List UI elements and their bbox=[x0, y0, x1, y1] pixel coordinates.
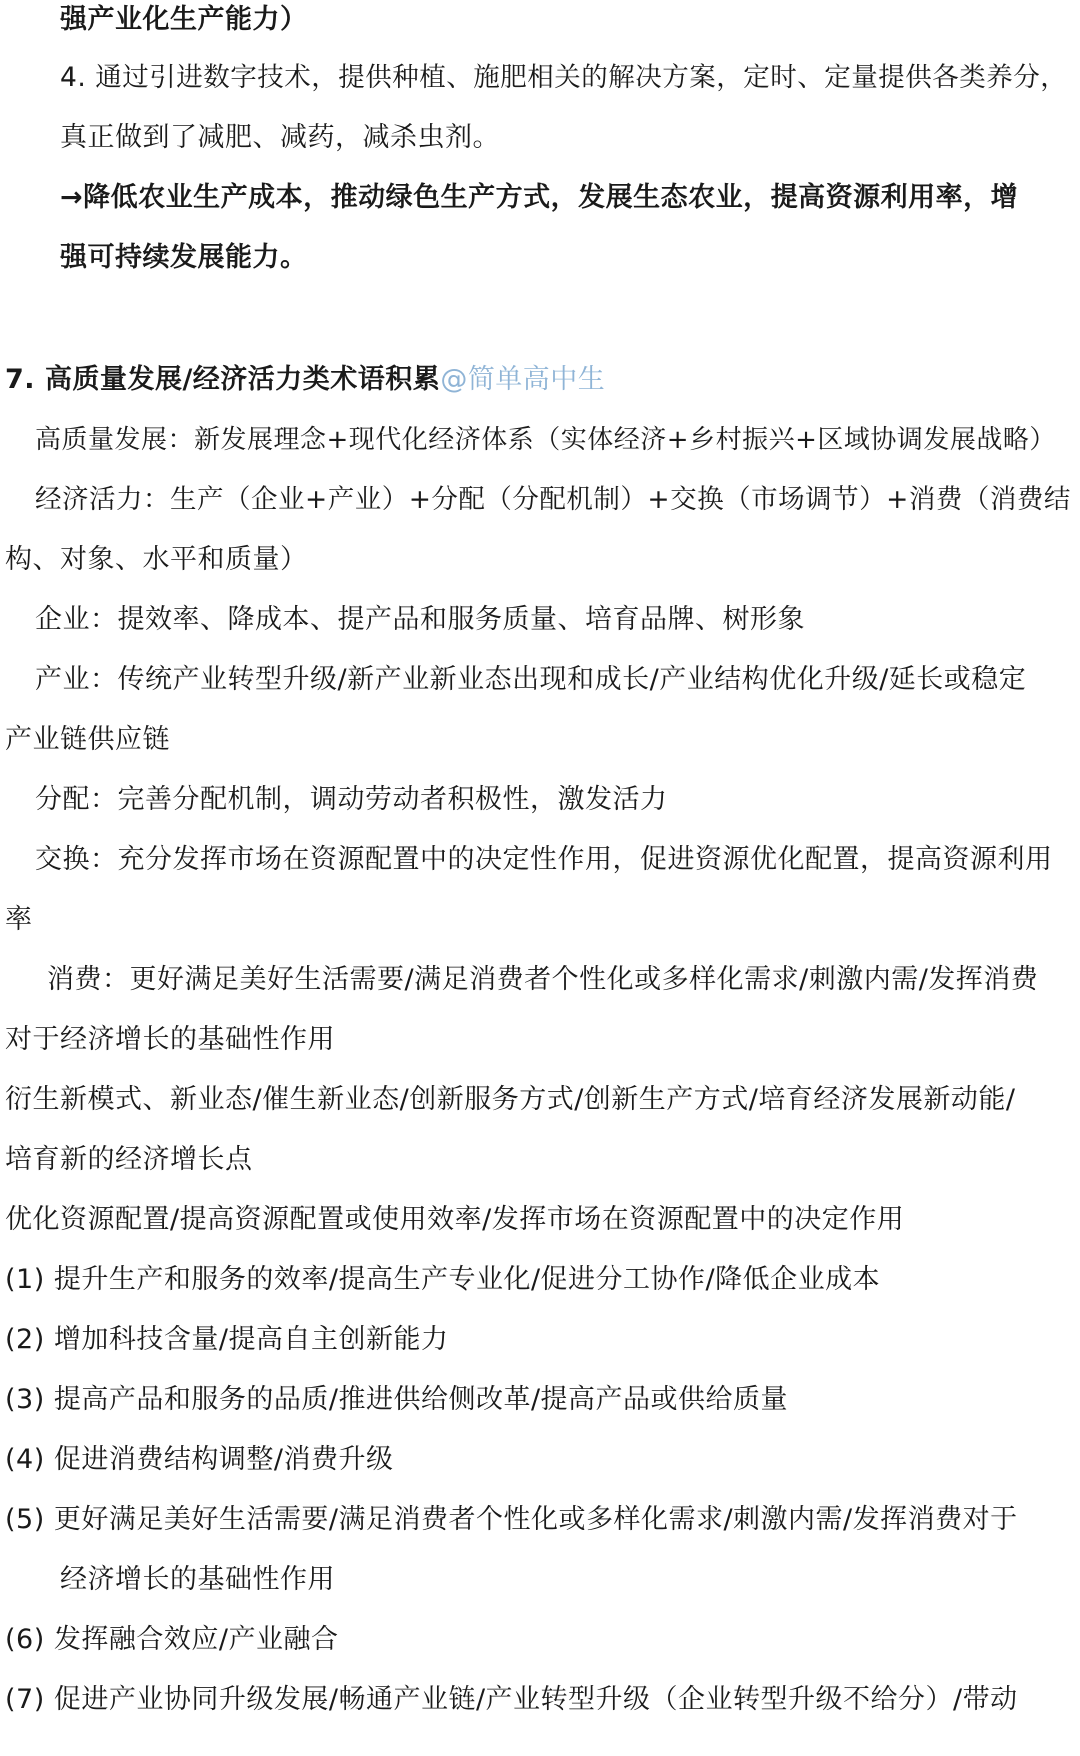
section-heading-text: 7. 高质量发展/经济活力类术语积累 bbox=[5, 364, 441, 395]
list-item bbox=[5, 1502, 1018, 1538]
list-item bbox=[5, 1442, 393, 1478]
list-item-text: 促进消费结构调整/消费升级 bbox=[53, 1444, 394, 1475]
list-item bbox=[5, 1262, 880, 1298]
text-line: 对于经济增长的基础性作用 bbox=[5, 1024, 335, 1055]
text-line: 分配：完善分配机制，调动劳动者积极性，激发活力 bbox=[35, 784, 668, 815]
watermark: @简单高中生 bbox=[440, 364, 606, 395]
text-line: 率 bbox=[5, 904, 33, 935]
list-item-number: (3) bbox=[5, 1384, 45, 1415]
text-line: 高质量发展：新发展理念+现代化经济体系（实体经济+乡村振兴+区域协调发展战略） bbox=[35, 425, 1056, 455]
text-line: 企业：提效率、降成本、提产品和服务质量、培育品牌、树形象 bbox=[35, 604, 805, 635]
list-item bbox=[5, 1322, 448, 1358]
conclusion-line: →降低农业生产成本，推动绿色生产方式，发展生态农业，提高资源利用率，增 bbox=[60, 182, 1019, 213]
list-item-text: 提升生产和服务的效率/提高生产专业化/促进分工协作/降低企业成本 bbox=[53, 1264, 881, 1295]
list-item-number: (7) bbox=[5, 1684, 45, 1715]
list-item-number: (1) bbox=[5, 1264, 45, 1295]
list-item bbox=[5, 1682, 1018, 1718]
list-item-text: 促进产业协同升级发展/畅通产业链/产业转型升级（企业转型升级不给分）/带动 bbox=[53, 1684, 1018, 1715]
list-item-continuation: 经济增长的基础性作用 bbox=[60, 1564, 335, 1595]
list-item bbox=[5, 1382, 788, 1418]
text-line: 经济活力：生产（企业+产业）+分配（分配机制）+交换（市场调节）+消费（消费结 bbox=[35, 484, 1071, 515]
list-item-text: 更好满足美好生活需要/满足消费者个性化或多样化需求/刺激内需/发挥消费对于 bbox=[53, 1504, 1018, 1535]
list-item-number: (5) bbox=[5, 1504, 45, 1535]
text-line: 4. 通过引进数字技术，提供种植、施肥相关的解决方案，定时、定量提供各类养分， bbox=[60, 62, 1068, 93]
text-line: 构、对象、水平和质量） bbox=[5, 544, 308, 575]
conclusion-line: 强可持续发展能力。 bbox=[60, 242, 308, 273]
text-line: 真正做到了减肥、减药，减杀虫剂。 bbox=[60, 122, 500, 153]
text-line: 消费：更好满足美好生活需要/满足消费者个性化或多样化需求/刺激内需/发挥消费 bbox=[47, 964, 1039, 995]
text-line: 强产业化生产能力） bbox=[60, 4, 308, 35]
list-item bbox=[5, 1622, 338, 1658]
list-item-number: (2) bbox=[5, 1324, 45, 1355]
text-line: 产业链供应链 bbox=[5, 724, 170, 755]
list-item-text: 发挥融合效应/产业融合 bbox=[53, 1624, 339, 1655]
section-heading bbox=[5, 362, 605, 398]
text-line: 衍生新模式、新业态/催生新业态/创新服务方式/创新生产方式/培育经济发展新动能/ bbox=[5, 1084, 1016, 1115]
text-line: 交换：充分发挥市场在资源配置中的决定性作用，促进资源优化配置，提高资源利用 bbox=[35, 844, 1053, 875]
list-item-number: (6) bbox=[5, 1624, 45, 1655]
list-item-text: 提高产品和服务的品质/推进供给侧改革/提高产品或供给质量 bbox=[53, 1384, 789, 1415]
text-line: 优化资源配置/提高资源配置或使用效率/发挥市场在资源配置中的决定作用 bbox=[5, 1204, 905, 1235]
list-item-text: 增加科技含量/提高自主创新能力 bbox=[53, 1324, 449, 1355]
text-line: 培育新的经济增长点 bbox=[5, 1144, 253, 1175]
list-item-number: (4) bbox=[5, 1444, 45, 1475]
text-line: 产业：传统产业转型升级/新产业新业态出现和成长/产业结构优化升级/延长或稳定 bbox=[35, 664, 1027, 695]
